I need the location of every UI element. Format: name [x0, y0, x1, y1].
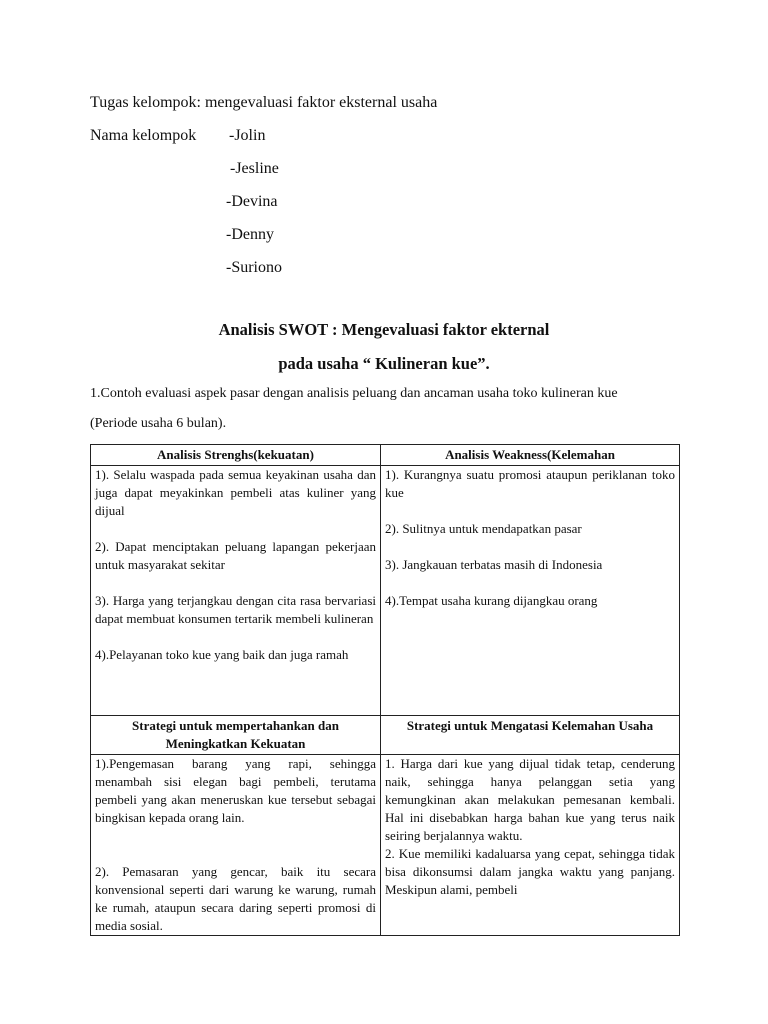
- weakness-item: 4).Tempat usaha kurang dijangkau orang: [385, 593, 598, 608]
- strengths-header: Analisis Strenghs(kekuatan): [91, 445, 381, 466]
- intro-line: 1.Contoh evaluasi aspek pasar dengan analisis peluang dan ancaman usaha toko kulineran kue: [90, 386, 618, 401]
- strategy-strength-item: 2). Pemasaran yang gencar, baik itu secara konvensional seperti dari warung ke warung, rumah ke rumah, ataupun secara daring seperti promosi di media sosial.: [95, 864, 376, 933]
- member-name: -Denny: [226, 226, 274, 243]
- member-name: -Jesline: [230, 160, 279, 177]
- document-title: Analisis SWOT : Mengevaluasi faktor ekternal: [218, 320, 550, 339]
- member-name: -Suriono: [226, 259, 282, 276]
- member-name: -Jolin: [229, 127, 266, 144]
- document-subtitle: pada usaha “ Kulineran kue”.: [278, 354, 490, 373]
- weakness-header: Analisis Weakness(Kelemahan: [381, 445, 680, 466]
- swot-table: [90, 444, 680, 936]
- member-name: -Devina: [226, 193, 278, 210]
- weakness-item: 2). Sulitnya untuk mendapatkan pasar: [385, 521, 582, 536]
- strategy-strength-cell: [91, 755, 381, 936]
- strategy-weakness-item: 1. Harga dari kue yang dijual tidak tetap, cenderung naik, sehingga hanya pelanggan setia yang kemungkinan akan melakukan pemesanan kembali. Hal ini disebabkan harga bahan kue yang terus naik seiring berjalannya waktu.: [385, 756, 675, 843]
- strength-item: 3). Harga yang terjangkau dengan cita rasa bervariasi dapat membuat konsumen tertarik membeli kulineran: [95, 593, 376, 626]
- strategy-strength-header: Strategi untuk mempertahankan dan Meningkatkan Kekuatan: [91, 716, 381, 755]
- weakness-item: 3). Jangkauan terbatas masih di Indonesia: [385, 557, 603, 572]
- group-label: Nama kelompok: [90, 127, 197, 144]
- strengths-cell: [91, 466, 381, 716]
- weakness-item: 1). Kurangnya suatu promosi ataupun periklanan toko kue: [385, 467, 675, 500]
- intro-line: (Periode usaha 6 bulan).: [90, 416, 227, 431]
- strategy-weakness-header: Strategi untuk Mengatasi Kelemahan Usaha: [381, 716, 680, 755]
- strength-item: 2). Dapat menciptakan peluang lapangan pekerjaan untuk masyarakat sekitar: [95, 539, 376, 572]
- strategy-weakness-cell: [381, 755, 680, 936]
- strategy-strength-item: 1).Pengemasan barang yang rapi, sehingga menambah sisi elegan bagi pembeli, terutama pembeli yang akan meneruskan kue tersebut sebagai bingkisan kepada orang lain.: [95, 756, 376, 825]
- strategy-weakness-item: 2. Kue memiliki kadaluarsa yang cepat, sehingga tidak bisa dikonsumsi dalam jangka waktu yang panjang. Meskipun alami, pembeli: [385, 846, 675, 897]
- weakness-cell: [381, 466, 680, 716]
- task-line: Tugas kelompok: mengevaluasi faktor eksternal usaha: [90, 94, 438, 111]
- strength-item: 4).Pelayanan toko kue yang baik dan juga ramah: [95, 647, 349, 662]
- strength-item: 1). Selalu waspada pada semua keyakinan usaha dan juga dapat meyakinkan pembeli atas kuliner yang dijual: [95, 467, 376, 518]
